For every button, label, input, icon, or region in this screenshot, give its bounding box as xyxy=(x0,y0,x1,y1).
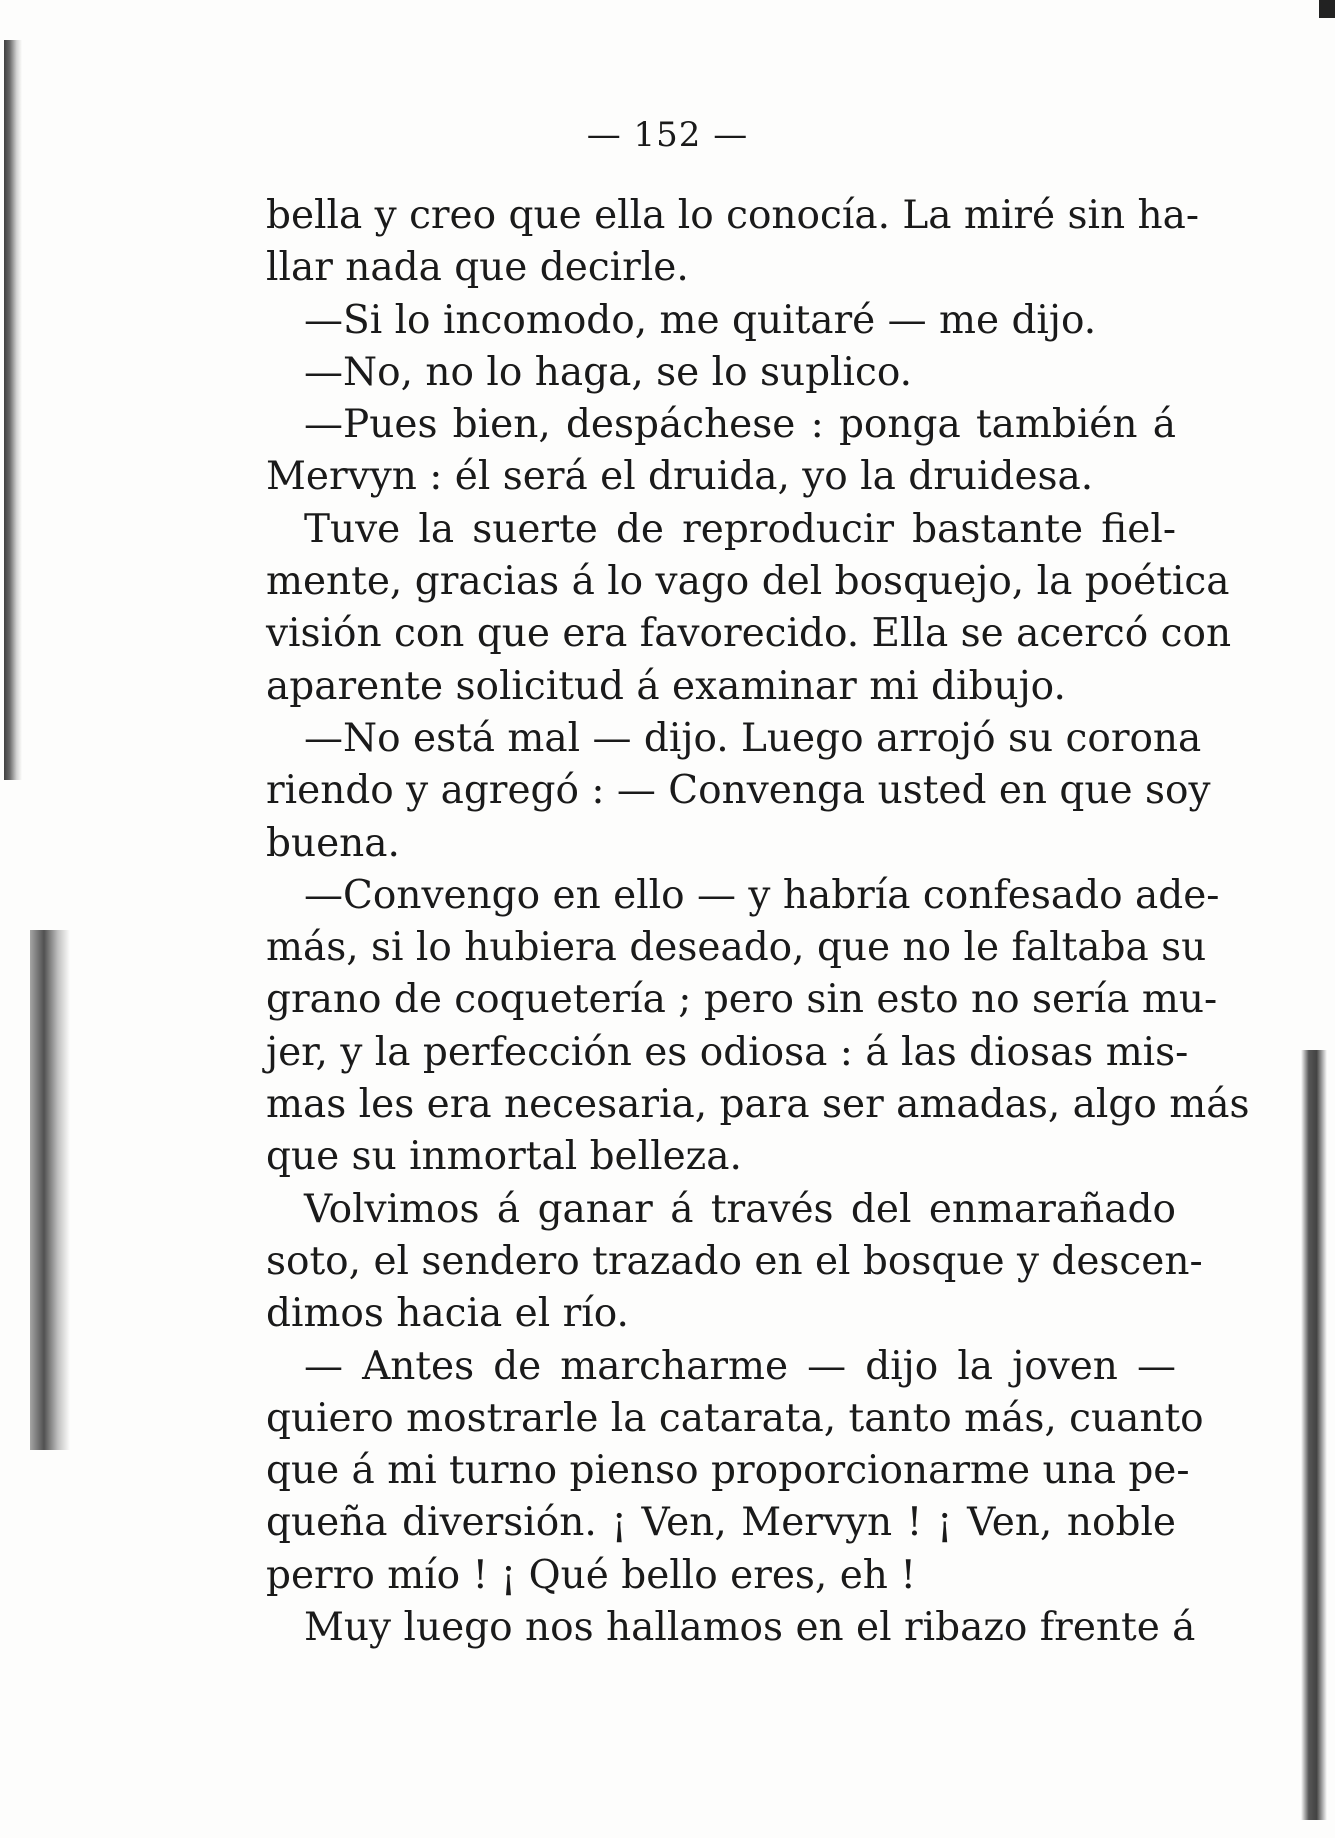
text-line: aparente solicitud á examinar mi dibujo. xyxy=(266,663,1066,709)
text-line: soto, el sendero trazado en el bosque y descen- xyxy=(266,1238,1203,1284)
text-line: —No está mal — dijo. Luego arrojó su corona xyxy=(304,715,1202,761)
text-line: —Pues bien, despáchese : ponga también á xyxy=(304,402,1176,448)
text-line: mente, gracias á lo vago del bosquejo, la poética xyxy=(266,559,1230,605)
text-line: quiero mostrarle la catarata, tanto más, cuanto xyxy=(266,1395,1204,1441)
text-line: llar nada que decirle. xyxy=(266,245,689,291)
text-line: — Antes de marcharme — dijo la joven — xyxy=(304,1343,1176,1389)
body-text xyxy=(266,190,1250,1654)
text-line: bella y creo que ella lo conocía. La miré sin ha- xyxy=(266,193,1200,238)
text-line: —Si lo incomodo, me quitaré — me dijo. xyxy=(304,297,1097,343)
text-line: visión con que era favorecido. Ella se acercó con xyxy=(266,611,1232,657)
text-line: dimos hacia el río. xyxy=(266,1291,629,1337)
page-number: — 152 — xyxy=(586,115,749,155)
text-line: grano de coquetería ; pero sin esto no sería mu- xyxy=(266,977,1218,1023)
text-line: Tuve la suerte de reproducir bastante fiel- xyxy=(304,506,1176,552)
scan-edge-mark xyxy=(1319,0,1335,18)
text-line: riendo y agregó : — Convenga usted en que soy xyxy=(266,768,1211,814)
text-line: —No, no lo haga, se lo suplico. xyxy=(304,349,913,395)
text-line: jer, y la perfección es odiosa : á las diosas mis- xyxy=(266,1029,1189,1075)
scan-binding-shadow xyxy=(30,930,70,1450)
text-line: perro mío ! ¡ Qué bello eres, eh ! xyxy=(266,1552,916,1598)
text-line: Muy luego nos hallamos en el ribazo frente á xyxy=(304,1605,1196,1651)
text-line: —Convengo en ello — y habría confesado ade- xyxy=(304,872,1220,918)
text-line: buena. xyxy=(266,820,400,866)
text-line: Volvimos á ganar á través del enmarañado xyxy=(304,1186,1176,1232)
text-line: que su inmortal belleza. xyxy=(266,1134,742,1180)
text-line: queña diversión. ¡ Ven, Mervyn ! ¡ Ven, noble xyxy=(266,1500,1176,1546)
text-line: Mervyn : él será el druida, yo la druidesa. xyxy=(266,454,1094,500)
text-line: mas les era necesaria, para ser amadas, algo más xyxy=(266,1082,1250,1128)
text-line: más, si lo hubiera deseado, que no le faltaba su xyxy=(266,925,1207,971)
scan-edge-shadow xyxy=(1301,1050,1327,1820)
text-line: que á mi turno pienso proporcionarme una pe- xyxy=(266,1448,1190,1494)
